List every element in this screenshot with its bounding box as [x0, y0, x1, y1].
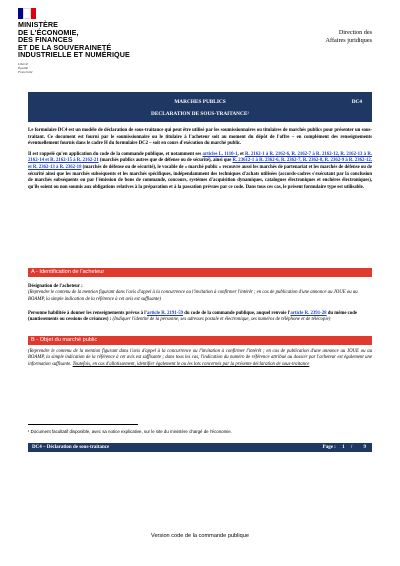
person-label-end: du même code (nantissements ou cessions de créances) : — [28, 311, 358, 323]
designation-block — [28, 284, 372, 303]
section-a-heading: A - Identification de l'acheteur — [28, 268, 372, 277]
ministry-name-line-4: ET DE LA SOUVERAINETÉ — [18, 42, 112, 52]
designation-label: Désignation de l'acheteur : — [28, 284, 83, 289]
ministry-name-line-3: DES FINANCES — [18, 35, 73, 45]
title-line-1: MARCHES PUBLICS — [174, 99, 226, 105]
contact-person-block — [28, 311, 372, 324]
intro-text — [28, 128, 372, 195]
ministry-logo — [18, 8, 138, 74]
person-help: (Indiquer l'identité de la personne, ses adresses postale et électronique, ses numéros de téléphone et de télécopie) — [111, 317, 331, 323]
direction-label — [292, 29, 372, 45]
french-flag-icon — [18, 8, 36, 19]
version-label: Version code de la commande publique — [151, 533, 249, 539]
direction-line-1: Direction des — [338, 29, 372, 36]
page-separator: / — [350, 445, 353, 450]
title-line-2: DECLARATION DE SOUS-TRAITANCE¹ — [151, 111, 249, 117]
intro-p2-start: Il est rappelé qu'en application du code de la commande publique, et notamment ses — [28, 151, 203, 157]
intro-paragraph-2 — [28, 152, 372, 192]
link-article-r2391-28[interactable]: article R. 2391-28 — [290, 311, 327, 316]
republic-motto — [18, 62, 138, 74]
designation-help: (Reprendre le contenu de la mention figurant dans l'avis d'appel à la concurrence ou l'invitation à confirmer l'intérêt ; en cas de publication d'une annonce au JOUE ou au BOAMP, la simple indication de la référence à cet avis est suffisante) — [28, 290, 358, 302]
ministry-name-line-2: DE L'ÉCONOMIE, — [18, 27, 79, 37]
link-articles-r2162[interactable]: R. 2162-1 à R. 2162-6, R. 2162-7 à R. 2162-12, R. 2162-13 à R. 2162-14 et R. 2162-15 à R. 2162-21 — [28, 151, 372, 164]
motto-egalite: Égalité — [18, 65, 29, 70]
footnote-divider — [28, 424, 138, 425]
ministry-name-line-5: INDUSTRIELLE ET NUMÉRIQUE — [18, 50, 130, 60]
intro-p2-mid2: (marchés publics autres que de défense ou de sécurité), ainsi que — [98, 158, 233, 164]
intro-p2-end: (marchés de défense ou de sécurité), le vocable de « marché public » recouvre aussi les marchés de partenariat et les marchés de défense ou de sécurité ainsi que les marchés subséquents et les marchés spécifiques, indépendamment des techniques d'achats utilisées (accords-cadres s'exécutant par la conclusion de marchés subséquents ou par l'émission de bons de commande, concours, systèmes d'acquisition dynamiques, catalogues électroniques et enchères électroniques), qu'ils soient ou non soumis aux obligations relatives à la préparation et à la passation prévues par ce code. Dans tous ces cas, le présent formulaire type est utilisable. — [28, 164, 372, 190]
object-help-block — [28, 349, 372, 368]
page-total: 9 — [363, 445, 366, 450]
form-code: DC4 — [351, 99, 362, 105]
person-label-mid: du code de la commande publique, auquel renvoie l' — [183, 311, 291, 316]
footnote-text: ¹ Document facultatif disponible, avec sa notice explicative, sur le site du ministère chargé de l'économie. — [28, 429, 232, 434]
document-title-band — [28, 92, 372, 122]
ministry-name-line-1: MINISTÈRE — [18, 20, 59, 29]
footer-form-title: DC4 – Déclaration de sous-traitance — [32, 445, 110, 450]
page-indicator — [323, 443, 366, 452]
motto-fraternite: Fraternité — [18, 69, 33, 74]
link-articles-r2362[interactable]: R. 23612-1 à R. 2362-6, R. 2362-7, R. 2362-8, R. 2362-9 à R. 2362-12, et R. 2362-13 à R. 2362-18 — [28, 158, 372, 170]
intro-p2-mid1: , et — [237, 151, 245, 157]
section-b-heading: B - Objet du marché public — [28, 336, 372, 345]
page-current: 1 — [342, 445, 345, 450]
link-article-r2191-59[interactable]: article R. 2191-59 — [146, 311, 184, 316]
direction-line-2: Affaires juridiques — [325, 37, 372, 44]
person-label-start: Personne habilitée à donner les renseignements prévus à l' — [28, 311, 147, 316]
footer-bar — [28, 443, 372, 452]
link-article-l1110-1[interactable]: articles L. 1110-1 — [202, 151, 238, 157]
intro-paragraph-1: Le formulaire DC4 est un modèle de déclaration de sous-traitance qui peut être utilisé par les soumissionnaires ou titulaires de marchés publics pour présenter un sous-traitant. Ce document est fourni par le soumissionnaire ou le titulaire à l'acheteur soit au moment du dépôt de l'offre – en complément des renseignements éventuellement fournis dans le cadre H du formulaire DC2 – soit en cours d'exécution du marché public. — [28, 128, 372, 147]
page-label: Page : — [322, 445, 336, 450]
object-help-underlined: Toutefois, en cas d'allotissement, identifier également le ou les lots concernés par la présente déclaration de sous-traitance — [72, 361, 310, 367]
motto-liberte: Liberté — [18, 61, 29, 66]
object-help-text: (Reprendre le contenu de la mention figurant dans l'avis d'appel à la concurrence ou l'invitation à confirmer l'intérêt ; en cas de publication d'une annonce au JOUE ou au BOAMP, la simple indication de la référence à cet avis est suffisante ; dans tous les cas, l'indication du numéro de référence attribué au dossier par l'acheteur est également une information suffisante. — [28, 349, 372, 367]
